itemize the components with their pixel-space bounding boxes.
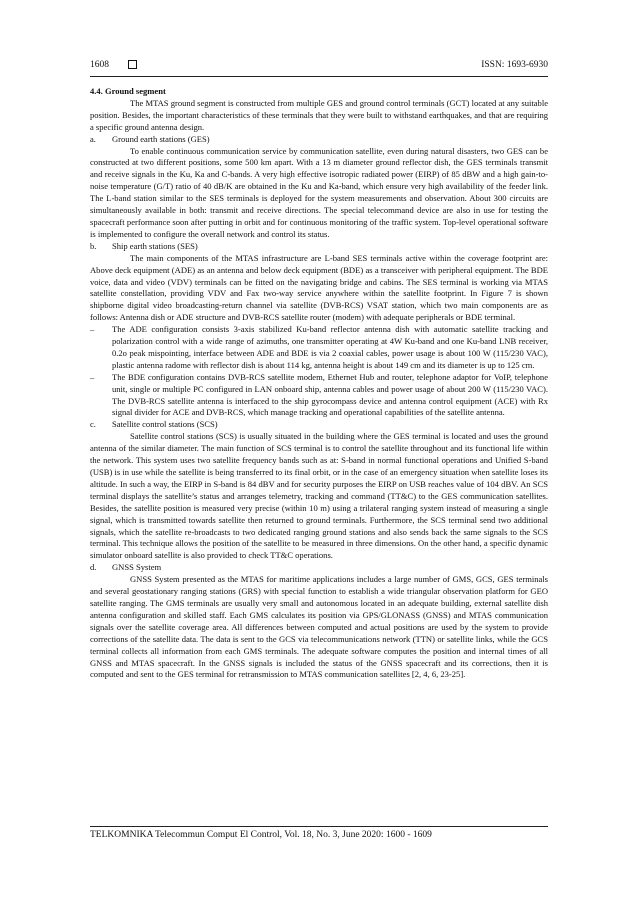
- dash-bullet: –: [90, 324, 95, 335]
- intro-paragraph: The MTAS ground segment is constructed from multiple GES and ground control terminals (GCT) located at any suitable position. Besides, the important characteristics of these terminals that they were built to withstand earthquakes, and that are requiring a specific ground antenna design.: [90, 97, 548, 132]
- paragraph-gnss: GNSS System presented as the MTAS for maritime applications includes a large number of GMS, GCS, GES terminals and several geostationary ranging stations (GRS) with special function to establish a wide triangular observation platform for GEO satellite ranging. The GMS terminals are usually very small and autonomous located in an adequate building, external satellite dish antenna configuration and skilled staff. Each GMS calculates its position via GPS/GLONASS (GNSS) and MTAS communication signals over the satellite coverage area. All differences between computed and actual positions are used by the system to provide corrections of the satellite data. The data is sent to the GCS via telecommunications network (TTN) or satellite links, while the GCS terminal collects all information from each GMS terminals. The adequate software computes the position and internal times of all GNSS and MTAS spacecraft. In the GNSS signals is included the status of the GNSS spacecraft and its corrections, then it is computed and sent to the GES terminal for retransmission to MTAS communication satellites [2, 4, 6, 23-25].: [90, 574, 548, 680]
- page-header: [90, 58, 548, 77]
- paragraph-scs: Satellite control stations (SCS) is usually situated in the building where the GES terminal is located and uses the ground antenna of the similar diameter. The main function of SCS terminal is to control the satellite throughout and its functional life within the network. This system uses two satellite frequency bands such as at: S-band in normal functional operations and Unified S-band (USB) is in use while the satellite is being transferred to its final orbit, or in the case of an emergency situation when satellite loses its altitude. In such a way, the EIRP in S-band is 84 dBV and for security purposes the EIRP on USB reaches value of 104 dBV. An SCS terminal displays the satellite’s status and arranges telemetry, tracking and command (TT&C) to the GES communication satellites. Besides, the satellite position is measured very precise (within 10 m) using a trilateral ranging system instead of measuring a single signal, which is transmitted towards satellite then returned to ground terminals. Furthermore, the SCS terminal send two additional signals, which the satellite re-broadcasts to two dedicated ranging ground stations and also sends back the same signals to the SCS terminal. This technique allows the position of the satellite to be measured in three dimensions. On the other hand, a specific dynamic simulator onboard satellite is also provided to check TT&C operations.: [90, 431, 548, 561]
- subsection-letter: b.: [90, 240, 97, 251]
- subsection-title: Ship earth stations (SES): [112, 240, 198, 251]
- page-footer: TELKOMNIKA Telecommun Comput El Control, Vol. 18, No. 3, June 2020: 1600 - 1609: [90, 826, 548, 840]
- list-item: [90, 372, 548, 420]
- page-number: 1608: [90, 60, 109, 70]
- subsection-title: Ground earth stations (GES): [112, 133, 210, 144]
- article-body: [90, 86, 548, 681]
- subsection-heading-gnss: [90, 562, 548, 574]
- square-icon: [128, 60, 137, 69]
- subsection-title: Satellite control stations (SCS): [112, 419, 218, 430]
- subsection-heading-ses: [90, 241, 548, 253]
- list-item-text: The ADE configuration consists 3-axis stabilized Ku-band reflector antenna dish with automatic satellite tracking and polarization control with a wide range of azimuths, one transmitter operating at 4W Ku-band and one Ku-band LNB receiver, 0.2o peak mispointing, interface between ADE and BDE is via 2 coaxial cables, power usage is about 100 W (115/230 VAC), plastic antenna radome with reflector dish is about 114 kg, antenna height is about 149 cm and its diameter is up to 125 cm.: [112, 324, 548, 370]
- subsection-letter: d.: [90, 562, 97, 573]
- dash-bullet: –: [90, 371, 95, 382]
- subsection-heading-scs: [90, 419, 548, 431]
- subsection-letter: a.: [90, 133, 96, 144]
- subsection-title: GNSS System: [112, 562, 162, 573]
- list-item-text: The BDE configuration contains DVB-RCS satellite modem, Ethernet Hub and router, telephone adaptor for VoIP, telephone unit, single or multiple PC configured in LAN onboard ship, antenna cables and power usage of about 200 W (115/230 VAC). The DVB-RCS satellite antenna is interfaced to the ship gyrocompass device and antenna control equipment (ACE) with Rx signal divider for ACE and DVB-RCS, which manage tracking and operational capabilities of the satellite antenna.: [112, 371, 548, 418]
- issn: ISSN: 1693-6930: [481, 60, 548, 70]
- subsection-letter: c.: [90, 419, 96, 430]
- subsection-heading-ges: [90, 134, 548, 146]
- list-item: [90, 324, 548, 372]
- paragraph-ges: To enable continuous communication service by communication satellite, even during natural disasters, two GES can be constructed at two different positions, some 500 km apart. With a 13 m diameter ground reflector dish, the GES terminals transmit and receive signals in the Ku, Ka and C-bands. A very high effective isotropic radiated power (EIRP) of 85 dBW and a high gain-to-noise temperature (G/T) ratio of 40 dB/K are obtained in the Ku and Ka-band, which ensure very high availability of the feeder link. The L-band station similar to the SES terminals is deployed for the system measurements and observation. About 300 circuits are simultaneously available in both: transmit and receive directions. The special telecommand device are also in use for testing the spacecraft performance soon after putting in orbit and for continuous monitoring of the traffic system. Top-level operational software is implemented to configure the overall network and control its status.: [90, 145, 548, 239]
- section-title: 4.4. Ground segment: [90, 86, 166, 96]
- paragraph-ses: The main components of the MTAS infrastructure are L-band SES terminals active within the coverage footprint are: Above deck equipment (ADE) as an antenna and below deck equipment (BDE) as a transceiver with peripheral equipment. The BDE voice, data and video (VDV) terminals can be fitted on the navigating bridge and cabins. The SES terminal is working via MTAS satellite constellation, providing VDV and Fax two-way service anywhere within the satellite footprint. In Figure 7 is shown shipborne digital video broadcasting-return channel via satellite (DVB-RCS) VSAT station, which two main components are as follows: Antenna dish or ADE structure and DVB-RCS satellite router (modem) with adequate peripherals or BDE terminal.: [90, 252, 548, 323]
